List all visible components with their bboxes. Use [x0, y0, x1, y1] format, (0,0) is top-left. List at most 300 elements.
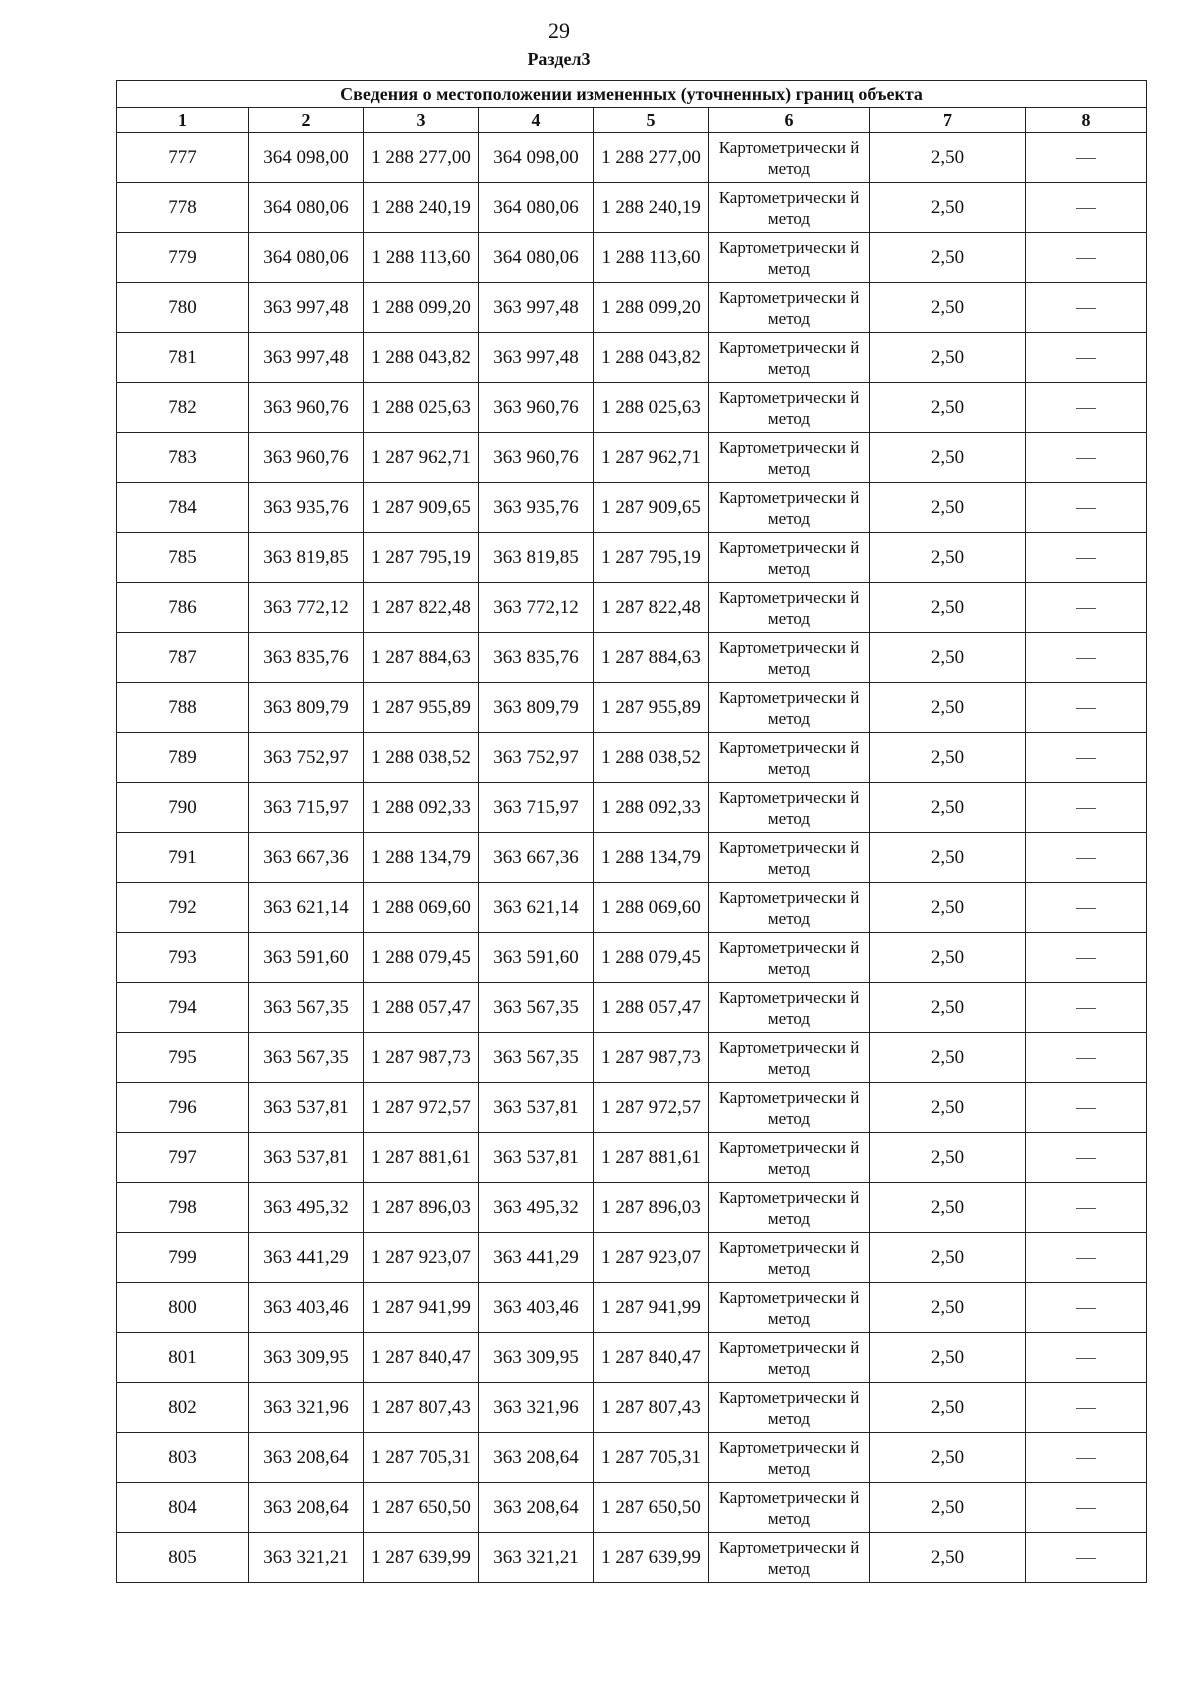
note-cell: [1026, 333, 1147, 383]
table-row: [117, 733, 1147, 783]
y-coordinate-updated-cell: 1 288 277,00: [594, 133, 709, 183]
determination-method-cell: Картометрически й метод: [709, 1233, 870, 1283]
x-coordinate-existing-cell: 363 495,32: [249, 1183, 364, 1233]
table-row: [117, 483, 1147, 533]
determination-method-cell: Картометрически й метод: [709, 1333, 870, 1383]
table-row: [117, 283, 1147, 333]
determination-method-cell: Картометрически й метод: [709, 633, 870, 683]
point-number-cell: 803: [117, 1433, 249, 1483]
column-number-3: 3: [364, 108, 479, 133]
point-number-cell: 797: [117, 1133, 249, 1183]
y-coordinate-updated-cell: 1 287 840,47: [594, 1333, 709, 1383]
x-coordinate-existing-cell: 363 835,76: [249, 633, 364, 683]
point-number-cell: 793: [117, 933, 249, 983]
determination-method-cell: Картометрически й метод: [709, 583, 870, 633]
note-cell: [1026, 383, 1147, 433]
point-number-cell: 783: [117, 433, 249, 483]
y-coordinate-updated-cell: 1 287 881,61: [594, 1133, 709, 1183]
determination-method-cell: Картометрически й метод: [709, 483, 870, 533]
dash-mark: [1076, 1558, 1096, 1559]
x-coordinate-updated-cell: 363 715,97: [479, 783, 594, 833]
column-number-1: 1: [117, 108, 249, 133]
column-number-5: 5: [594, 108, 709, 133]
x-coordinate-updated-cell: 363 321,96: [479, 1383, 594, 1433]
x-coordinate-updated-cell: 364 080,06: [479, 183, 594, 233]
y-coordinate-updated-cell: 1 287 941,99: [594, 1283, 709, 1333]
note-cell: [1026, 1233, 1147, 1283]
table-row: [117, 933, 1147, 983]
dash-mark: [1076, 358, 1096, 359]
table-body: [117, 133, 1147, 1583]
y-coordinate-existing-cell: 1 287 955,89: [364, 683, 479, 733]
boundary-coordinates-table: [116, 80, 1147, 1583]
y-coordinate-existing-cell: 1 287 795,19: [364, 533, 479, 583]
y-coordinate-existing-cell: 1 288 099,20: [364, 283, 479, 333]
x-coordinate-existing-cell: 363 960,76: [249, 383, 364, 433]
y-coordinate-existing-cell: 1 288 134,79: [364, 833, 479, 883]
y-coordinate-existing-cell: 1 287 884,63: [364, 633, 479, 683]
determination-method-cell: Картометрически й метод: [709, 683, 870, 733]
note-cell: [1026, 1483, 1147, 1533]
point-number-cell: 802: [117, 1383, 249, 1433]
x-coordinate-existing-cell: 363 715,97: [249, 783, 364, 833]
x-coordinate-updated-cell: 364 098,00: [479, 133, 594, 183]
accuracy-value-cell: 2,50: [870, 533, 1026, 583]
column-number-row: [117, 108, 1147, 133]
point-number-cell: 795: [117, 1033, 249, 1083]
table-row: [117, 1183, 1147, 1233]
note-cell: [1026, 683, 1147, 733]
determination-method-cell: Картометрически й метод: [709, 1033, 870, 1083]
accuracy-value-cell: 2,50: [870, 133, 1026, 183]
x-coordinate-existing-cell: 363 537,81: [249, 1133, 364, 1183]
determination-method-cell: Картометрически й метод: [709, 1433, 870, 1483]
table-row: [117, 333, 1147, 383]
point-number-cell: 805: [117, 1533, 249, 1583]
accuracy-value-cell: 2,50: [870, 883, 1026, 933]
y-coordinate-existing-cell: 1 288 057,47: [364, 983, 479, 1033]
accuracy-value-cell: 2,50: [870, 1433, 1026, 1483]
accuracy-value-cell: 2,50: [870, 483, 1026, 533]
column-number-6: 6: [709, 108, 870, 133]
table-row: [117, 233, 1147, 283]
accuracy-value-cell: 2,50: [870, 983, 1026, 1033]
x-coordinate-existing-cell: 363 321,21: [249, 1533, 364, 1583]
y-coordinate-existing-cell: 1 287 705,31: [364, 1433, 479, 1483]
y-coordinate-updated-cell: 1 288 079,45: [594, 933, 709, 983]
note-cell: [1026, 1033, 1147, 1083]
x-coordinate-existing-cell: 363 752,97: [249, 733, 364, 783]
accuracy-value-cell: 2,50: [870, 1233, 1026, 1283]
table-row: [117, 683, 1147, 733]
point-number-cell: 801: [117, 1333, 249, 1383]
point-number-cell: 790: [117, 783, 249, 833]
dash-mark: [1076, 658, 1096, 659]
dash-mark: [1076, 308, 1096, 309]
y-coordinate-existing-cell: 1 287 896,03: [364, 1183, 479, 1233]
determination-method-cell: Картометрически й метод: [709, 183, 870, 233]
x-coordinate-updated-cell: 364 080,06: [479, 233, 594, 283]
dash-mark: [1076, 1158, 1096, 1159]
x-coordinate-updated-cell: 363 667,36: [479, 833, 594, 883]
table-row: [117, 1133, 1147, 1183]
y-coordinate-updated-cell: 1 288 057,47: [594, 983, 709, 1033]
x-coordinate-updated-cell: 363 567,35: [479, 1033, 594, 1083]
x-coordinate-existing-cell: 363 309,95: [249, 1333, 364, 1383]
y-coordinate-updated-cell: 1 288 240,19: [594, 183, 709, 233]
x-coordinate-existing-cell: 364 098,00: [249, 133, 364, 183]
y-coordinate-existing-cell: 1 288 113,60: [364, 233, 479, 283]
dash-mark: [1076, 958, 1096, 959]
y-coordinate-updated-cell: 1 287 884,63: [594, 633, 709, 683]
accuracy-value-cell: 2,50: [870, 433, 1026, 483]
table-row: [117, 883, 1147, 933]
x-coordinate-existing-cell: 363 960,76: [249, 433, 364, 483]
accuracy-value-cell: 2,50: [870, 233, 1026, 283]
table-row: [117, 1333, 1147, 1383]
table-row: [117, 1433, 1147, 1483]
y-coordinate-updated-cell: 1 288 069,60: [594, 883, 709, 933]
x-coordinate-updated-cell: 363 835,76: [479, 633, 594, 683]
determination-method-cell: Картометрически й метод: [709, 1183, 870, 1233]
determination-method-cell: Картометрически й метод: [709, 1533, 870, 1583]
accuracy-value-cell: 2,50: [870, 683, 1026, 733]
y-coordinate-updated-cell: 1 287 822,48: [594, 583, 709, 633]
dash-mark: [1076, 808, 1096, 809]
table-row: [117, 133, 1147, 183]
y-coordinate-existing-cell: 1 287 639,99: [364, 1533, 479, 1583]
accuracy-value-cell: 2,50: [870, 1333, 1026, 1383]
y-coordinate-updated-cell: 1 287 705,31: [594, 1433, 709, 1483]
note-cell: [1026, 983, 1147, 1033]
x-coordinate-updated-cell: 363 537,81: [479, 1083, 594, 1133]
x-coordinate-existing-cell: 364 080,06: [249, 183, 364, 233]
y-coordinate-existing-cell: 1 288 025,63: [364, 383, 479, 433]
note-cell: [1026, 433, 1147, 483]
x-coordinate-existing-cell: 363 537,81: [249, 1083, 364, 1133]
dash-mark: [1076, 158, 1096, 159]
point-number-cell: 782: [117, 383, 249, 433]
dash-mark: [1076, 708, 1096, 709]
dash-mark: [1076, 208, 1096, 209]
x-coordinate-existing-cell: 363 567,35: [249, 1033, 364, 1083]
point-number-cell: 780: [117, 283, 249, 333]
note-cell: [1026, 1133, 1147, 1183]
determination-method-cell: Картометрически й метод: [709, 233, 870, 283]
x-coordinate-updated-cell: 363 935,76: [479, 483, 594, 533]
y-coordinate-updated-cell: 1 287 972,57: [594, 1083, 709, 1133]
table-row: [117, 583, 1147, 633]
table-row: [117, 433, 1147, 483]
y-coordinate-existing-cell: 1 288 240,19: [364, 183, 479, 233]
dash-mark: [1076, 258, 1096, 259]
accuracy-value-cell: 2,50: [870, 783, 1026, 833]
note-cell: [1026, 483, 1147, 533]
dash-mark: [1076, 458, 1096, 459]
table-row: [117, 1283, 1147, 1333]
y-coordinate-existing-cell: 1 288 043,82: [364, 333, 479, 383]
x-coordinate-updated-cell: 363 321,21: [479, 1533, 594, 1583]
y-coordinate-existing-cell: 1 287 972,57: [364, 1083, 479, 1133]
note-cell: [1026, 233, 1147, 283]
y-coordinate-updated-cell: 1 287 923,07: [594, 1233, 709, 1283]
x-coordinate-existing-cell: 363 403,46: [249, 1283, 364, 1333]
determination-method-cell: Картометрически й метод: [709, 833, 870, 883]
note-cell: [1026, 633, 1147, 683]
x-coordinate-updated-cell: 363 495,32: [479, 1183, 594, 1233]
point-number-cell: 784: [117, 483, 249, 533]
point-number-cell: 798: [117, 1183, 249, 1233]
table-row: [117, 533, 1147, 583]
x-coordinate-existing-cell: 363 667,36: [249, 833, 364, 883]
point-number-cell: 799: [117, 1233, 249, 1283]
x-coordinate-updated-cell: 363 997,48: [479, 283, 594, 333]
table-row: [117, 633, 1147, 683]
y-coordinate-existing-cell: 1 287 881,61: [364, 1133, 479, 1183]
y-coordinate-updated-cell: 1 287 795,19: [594, 533, 709, 583]
y-coordinate-existing-cell: 1 287 941,99: [364, 1283, 479, 1333]
y-coordinate-existing-cell: 1 288 038,52: [364, 733, 479, 783]
x-coordinate-existing-cell: 363 208,64: [249, 1483, 364, 1533]
y-coordinate-existing-cell: 1 288 092,33: [364, 783, 479, 833]
accuracy-value-cell: 2,50: [870, 733, 1026, 783]
accuracy-value-cell: 2,50: [870, 333, 1026, 383]
determination-method-cell: Картометрически й метод: [709, 133, 870, 183]
x-coordinate-updated-cell: 363 309,95: [479, 1333, 594, 1383]
dash-mark: [1076, 1308, 1096, 1309]
x-coordinate-existing-cell: 363 935,76: [249, 483, 364, 533]
dash-mark: [1076, 1508, 1096, 1509]
note-cell: [1026, 1333, 1147, 1383]
note-cell: [1026, 533, 1147, 583]
determination-method-cell: Картометрически й метод: [709, 733, 870, 783]
y-coordinate-updated-cell: 1 288 134,79: [594, 833, 709, 883]
determination-method-cell: Картометрически й метод: [709, 883, 870, 933]
determination-method-cell: Картометрически й метод: [709, 1483, 870, 1533]
dash-mark: [1076, 408, 1096, 409]
determination-method-cell: Картометрически й метод: [709, 1133, 870, 1183]
accuracy-value-cell: 2,50: [870, 1133, 1026, 1183]
determination-method-cell: Картометрически й метод: [709, 383, 870, 433]
x-coordinate-existing-cell: 363 567,35: [249, 983, 364, 1033]
table-row: [117, 383, 1147, 433]
note-cell: [1026, 1083, 1147, 1133]
y-coordinate-existing-cell: 1 288 079,45: [364, 933, 479, 983]
y-coordinate-updated-cell: 1 287 639,99: [594, 1533, 709, 1583]
x-coordinate-updated-cell: 363 960,76: [479, 383, 594, 433]
x-coordinate-updated-cell: 363 621,14: [479, 883, 594, 933]
x-coordinate-existing-cell: 364 080,06: [249, 233, 364, 283]
x-coordinate-updated-cell: 363 208,64: [479, 1433, 594, 1483]
x-coordinate-existing-cell: 363 997,48: [249, 333, 364, 383]
note-cell: [1026, 883, 1147, 933]
y-coordinate-updated-cell: 1 288 043,82: [594, 333, 709, 383]
x-coordinate-existing-cell: 363 208,64: [249, 1433, 364, 1483]
point-number-cell: 789: [117, 733, 249, 783]
y-coordinate-updated-cell: 1 287 955,89: [594, 683, 709, 733]
determination-method-cell: Картометрически й метод: [709, 1383, 870, 1433]
table-row: [117, 1483, 1147, 1533]
point-number-cell: 786: [117, 583, 249, 633]
note-cell: [1026, 1383, 1147, 1433]
point-number-cell: 804: [117, 1483, 249, 1533]
page-number: 29: [548, 18, 570, 43]
y-coordinate-existing-cell: 1 287 923,07: [364, 1233, 479, 1283]
y-coordinate-existing-cell: 1 287 987,73: [364, 1033, 479, 1083]
accuracy-value-cell: 2,50: [870, 1533, 1026, 1583]
determination-method-cell: Картометрически й метод: [709, 933, 870, 983]
accuracy-value-cell: 2,50: [870, 1483, 1026, 1533]
dash-mark: [1076, 558, 1096, 559]
x-coordinate-updated-cell: 363 441,29: [479, 1233, 594, 1283]
note-cell: [1026, 583, 1147, 633]
column-number-4: 4: [479, 108, 594, 133]
y-coordinate-updated-cell: 1 288 113,60: [594, 233, 709, 283]
x-coordinate-existing-cell: 363 621,14: [249, 883, 364, 933]
point-number-cell: 777: [117, 133, 249, 183]
note-cell: [1026, 1533, 1147, 1583]
table-caption: Сведения о местоположении измененных (уточненных) границ объекта: [117, 81, 1147, 108]
x-coordinate-updated-cell: 363 537,81: [479, 1133, 594, 1183]
y-coordinate-existing-cell: 1 287 909,65: [364, 483, 479, 533]
table-row: [117, 183, 1147, 233]
point-number-cell: 781: [117, 333, 249, 383]
determination-method-cell: Картометрически й метод: [709, 1283, 870, 1333]
x-coordinate-updated-cell: 363 960,76: [479, 433, 594, 483]
point-number-cell: 794: [117, 983, 249, 1033]
x-coordinate-updated-cell: 363 591,60: [479, 933, 594, 983]
x-coordinate-updated-cell: 363 809,79: [479, 683, 594, 733]
accuracy-value-cell: 2,50: [870, 583, 1026, 633]
x-coordinate-updated-cell: 363 752,97: [479, 733, 594, 783]
y-coordinate-updated-cell: 1 287 807,43: [594, 1383, 709, 1433]
x-coordinate-updated-cell: 363 567,35: [479, 983, 594, 1033]
determination-method-cell: Картометрически й метод: [709, 433, 870, 483]
x-coordinate-existing-cell: 363 997,48: [249, 283, 364, 333]
determination-method-cell: Картометрически й метод: [709, 533, 870, 583]
note-cell: [1026, 1283, 1147, 1333]
y-coordinate-updated-cell: 1 287 987,73: [594, 1033, 709, 1083]
note-cell: [1026, 733, 1147, 783]
accuracy-value-cell: 2,50: [870, 633, 1026, 683]
note-cell: [1026, 933, 1147, 983]
y-coordinate-existing-cell: 1 287 807,43: [364, 1383, 479, 1433]
column-number-2: 2: [249, 108, 364, 133]
y-coordinate-updated-cell: 1 288 038,52: [594, 733, 709, 783]
table-row: [117, 1033, 1147, 1083]
point-number-cell: 791: [117, 833, 249, 883]
x-coordinate-existing-cell: 363 809,79: [249, 683, 364, 733]
x-coordinate-updated-cell: 363 997,48: [479, 333, 594, 383]
dash-mark: [1076, 1458, 1096, 1459]
accuracy-value-cell: 2,50: [870, 1033, 1026, 1083]
dash-mark: [1076, 1008, 1096, 1009]
section-title: Раздел3: [527, 49, 591, 69]
point-number-cell: 778: [117, 183, 249, 233]
note-cell: [1026, 133, 1147, 183]
x-coordinate-existing-cell: 363 591,60: [249, 933, 364, 983]
y-coordinate-existing-cell: 1 287 650,50: [364, 1483, 479, 1533]
point-number-cell: 779: [117, 233, 249, 283]
determination-method-cell: Картометрически й метод: [709, 783, 870, 833]
y-coordinate-updated-cell: 1 288 099,20: [594, 283, 709, 333]
x-coordinate-updated-cell: 363 772,12: [479, 583, 594, 633]
dash-mark: [1076, 1208, 1096, 1209]
accuracy-value-cell: 2,50: [870, 1183, 1026, 1233]
dash-mark: [1076, 1408, 1096, 1409]
y-coordinate-existing-cell: 1 287 822,48: [364, 583, 479, 633]
point-number-cell: 788: [117, 683, 249, 733]
dash-mark: [1076, 608, 1096, 609]
dash-mark: [1076, 758, 1096, 759]
x-coordinate-updated-cell: 363 819,85: [479, 533, 594, 583]
dash-mark: [1076, 1108, 1096, 1109]
y-coordinate-updated-cell: 1 288 025,63: [594, 383, 709, 433]
x-coordinate-existing-cell: 363 441,29: [249, 1233, 364, 1283]
note-cell: [1026, 1433, 1147, 1483]
y-coordinate-updated-cell: 1 287 962,71: [594, 433, 709, 483]
y-coordinate-existing-cell: 1 288 277,00: [364, 133, 479, 183]
point-number-cell: 796: [117, 1083, 249, 1133]
point-number-cell: 792: [117, 883, 249, 933]
note-cell: [1026, 283, 1147, 333]
note-cell: [1026, 183, 1147, 233]
table-row: [117, 833, 1147, 883]
determination-method-cell: Картометрически й метод: [709, 1083, 870, 1133]
point-number-cell: 785: [117, 533, 249, 583]
accuracy-value-cell: 2,50: [870, 933, 1026, 983]
y-coordinate-updated-cell: 1 287 650,50: [594, 1483, 709, 1533]
dash-mark: [1076, 1258, 1096, 1259]
table-row: [117, 983, 1147, 1033]
x-coordinate-existing-cell: 363 772,12: [249, 583, 364, 633]
table-row: [117, 1083, 1147, 1133]
dash-mark: [1076, 508, 1096, 509]
accuracy-value-cell: 2,50: [870, 383, 1026, 433]
note-cell: [1026, 833, 1147, 883]
y-coordinate-updated-cell: 1 287 896,03: [594, 1183, 709, 1233]
accuracy-value-cell: 2,50: [870, 1083, 1026, 1133]
accuracy-value-cell: 2,50: [870, 283, 1026, 333]
note-cell: [1026, 783, 1147, 833]
accuracy-value-cell: 2,50: [870, 833, 1026, 883]
y-coordinate-updated-cell: 1 287 909,65: [594, 483, 709, 533]
y-coordinate-existing-cell: 1 287 962,71: [364, 433, 479, 483]
dash-mark: [1076, 1358, 1096, 1359]
y-coordinate-updated-cell: 1 288 092,33: [594, 783, 709, 833]
table-row: [117, 1533, 1147, 1583]
accuracy-value-cell: 2,50: [870, 1383, 1026, 1433]
table-row: [117, 783, 1147, 833]
determination-method-cell: Картометрически й метод: [709, 983, 870, 1033]
dash-mark: [1076, 1058, 1096, 1059]
x-coordinate-existing-cell: 363 819,85: [249, 533, 364, 583]
point-number-cell: 800: [117, 1283, 249, 1333]
x-coordinate-updated-cell: 363 208,64: [479, 1483, 594, 1533]
y-coordinate-existing-cell: 1 288 069,60: [364, 883, 479, 933]
x-coordinate-existing-cell: 363 321,96: [249, 1383, 364, 1433]
dash-mark: [1076, 858, 1096, 859]
determination-method-cell: Картометрически й метод: [709, 283, 870, 333]
table-row: [117, 1233, 1147, 1283]
accuracy-value-cell: 2,50: [870, 183, 1026, 233]
column-number-7: 7: [870, 108, 1026, 133]
y-coordinate-existing-cell: 1 287 840,47: [364, 1333, 479, 1383]
point-number-cell: 787: [117, 633, 249, 683]
accuracy-value-cell: 2,50: [870, 1283, 1026, 1333]
column-number-8: 8: [1026, 108, 1147, 133]
dash-mark: [1076, 908, 1096, 909]
